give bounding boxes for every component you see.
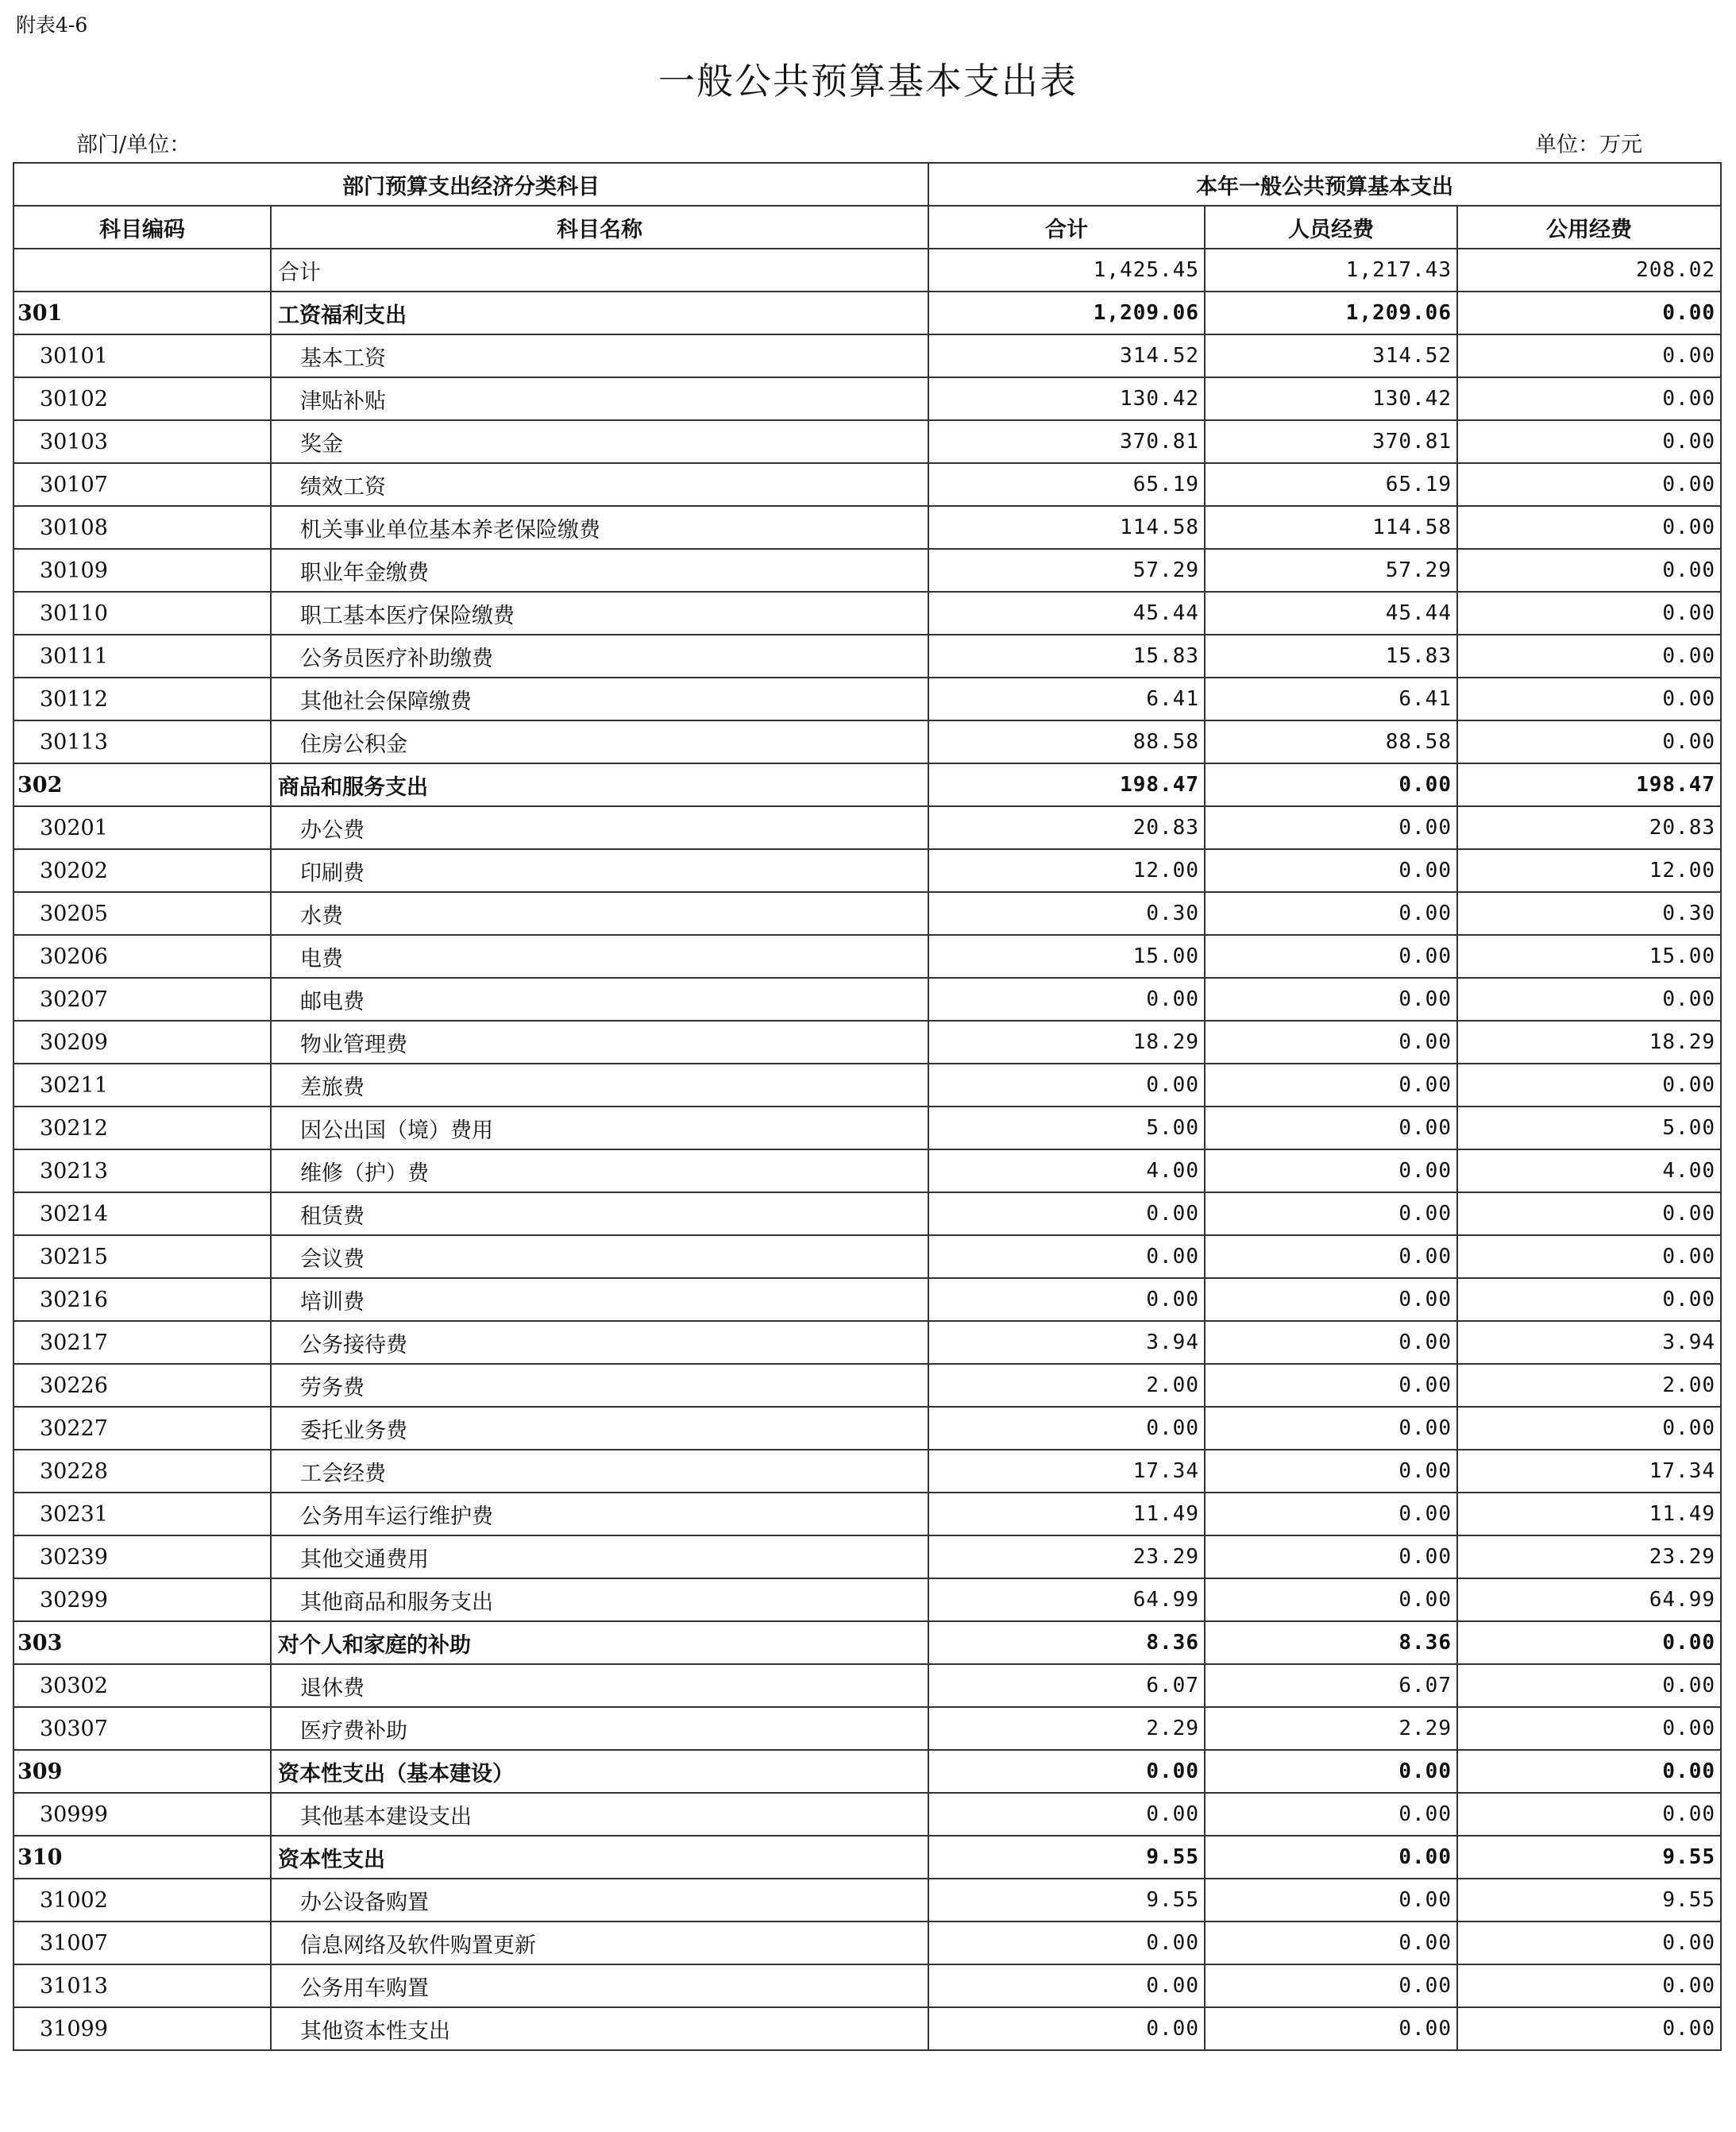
cell-public: 0.00	[1457, 635, 1721, 678]
cell-public: 0.00	[1457, 592, 1721, 635]
cell-code: 309	[14, 1750, 271, 1793]
cell-total: 0.00	[928, 1278, 1205, 1321]
cell-public: 18.29	[1457, 1021, 1721, 1064]
table-row	[14, 1879, 1721, 1922]
cell-total: 0.00	[928, 1964, 1205, 2007]
cell-total: 0.00	[928, 1922, 1205, 1964]
header-group-row	[14, 163, 1721, 206]
cell-name: 奖金	[271, 420, 928, 463]
cell-code: 30999	[14, 1793, 271, 1836]
cell-personnel: 0.00	[1205, 1964, 1457, 2007]
cell-total: 0.00	[928, 2007, 1205, 2050]
cell-personnel: 0.00	[1205, 1879, 1457, 1922]
cell-code: 30201	[14, 806, 271, 849]
cell-total: 1,209.06	[928, 292, 1205, 334]
total-row	[14, 249, 1721, 292]
cell-name: 工会经费	[271, 1450, 928, 1493]
cell-total: 130.42	[928, 377, 1205, 420]
table-row	[14, 635, 1721, 678]
cell-personnel: 0.00	[1205, 1321, 1457, 1364]
cell-personnel: 1,209.06	[1205, 292, 1457, 334]
cell-name: 住房公积金	[271, 720, 928, 763]
cell-code: 31007	[14, 1922, 271, 1964]
cell-code: 30109	[14, 549, 271, 592]
cell-personnel: 0.00	[1205, 1578, 1457, 1621]
section-row	[14, 1836, 1721, 1879]
cell-public: 0.00	[1457, 1621, 1721, 1664]
cell-code: 30213	[14, 1149, 271, 1192]
cell-name: 物业管理费	[271, 1021, 928, 1064]
cell-public: 0.00	[1457, 334, 1721, 377]
table-row	[14, 892, 1721, 935]
cell-personnel: 0.00	[1205, 2007, 1457, 2050]
cell-personnel: 65.19	[1205, 463, 1457, 506]
cell-total: 6.07	[928, 1664, 1205, 1707]
cell-public: 208.02	[1457, 249, 1721, 292]
cell-total: 6.41	[928, 678, 1205, 720]
cell-total: 9.55	[928, 1879, 1205, 1922]
cell-code: 30207	[14, 978, 271, 1021]
cell-public: 20.83	[1457, 806, 1721, 849]
cell-code: 30217	[14, 1321, 271, 1364]
cell-public: 4.00	[1457, 1149, 1721, 1192]
cell-name: 对个人和家庭的补助	[271, 1621, 928, 1664]
cell-name: 其他基本建设支出	[271, 1793, 928, 1836]
cell-total: 15.00	[928, 935, 1205, 978]
table-row	[14, 1235, 1721, 1278]
cell-public: 0.00	[1457, 978, 1721, 1021]
table-row	[14, 849, 1721, 892]
cell-code: 30211	[14, 1064, 271, 1107]
cell-personnel: 1,217.43	[1205, 249, 1457, 292]
cell-name: 商品和服务支出	[271, 763, 928, 806]
table-row	[14, 1493, 1721, 1535]
header-group-classification: 部门预算支出经济分类科目	[14, 163, 928, 206]
cell-total: 64.99	[928, 1578, 1205, 1621]
cell-code: 30214	[14, 1192, 271, 1235]
cell-personnel: 8.36	[1205, 1621, 1457, 1664]
cell-name: 邮电费	[271, 978, 928, 1021]
cell-public: 0.30	[1457, 892, 1721, 935]
cell-total: 114.58	[928, 506, 1205, 549]
cell-total: 57.29	[928, 549, 1205, 592]
table-row	[14, 1107, 1721, 1149]
table-row	[14, 463, 1721, 506]
cell-public: 0.00	[1457, 1192, 1721, 1235]
table-row	[14, 506, 1721, 549]
cell-personnel: 0.00	[1205, 1836, 1457, 1879]
cell-code: 30108	[14, 506, 271, 549]
cell-code: 30111	[14, 635, 271, 678]
cell-total: 1,425.45	[928, 249, 1205, 292]
cell-public: 0.00	[1457, 1793, 1721, 1836]
cell-code: 30216	[14, 1278, 271, 1321]
cell-public: 0.00	[1457, 2007, 1721, 2050]
cell-personnel: 6.41	[1205, 678, 1457, 720]
table-row	[14, 2007, 1721, 2050]
cell-name: 信息网络及软件购置更新	[271, 1922, 928, 1964]
cell-personnel: 0.00	[1205, 1064, 1457, 1107]
cell-total: 0.00	[928, 1064, 1205, 1107]
cell-name: 委托业务费	[271, 1407, 928, 1450]
cell-code: 30226	[14, 1364, 271, 1407]
cell-public: 12.00	[1457, 849, 1721, 892]
cell-public: 0.00	[1457, 463, 1721, 506]
cell-public: 64.99	[1457, 1578, 1721, 1621]
cell-public: 0.00	[1457, 1964, 1721, 2007]
cell-name: 印刷费	[271, 849, 928, 892]
cell-personnel: 0.00	[1205, 1535, 1457, 1578]
table-row	[14, 720, 1721, 763]
cell-name: 电费	[271, 935, 928, 978]
cell-name: 公务用车购置	[271, 1964, 928, 2007]
table-row	[14, 377, 1721, 420]
cell-personnel: 15.83	[1205, 635, 1457, 678]
cell-name: 会议费	[271, 1235, 928, 1278]
cell-code: 30239	[14, 1535, 271, 1578]
cell-personnel: 0.00	[1205, 1407, 1457, 1450]
header-column-row	[14, 206, 1721, 249]
page-title: 一般公共预算基本支出表	[658, 60, 1078, 102]
department-label: 部门/单位：	[76, 133, 191, 157]
cell-name: 工资福利支出	[271, 292, 928, 334]
cell-public: 0.00	[1457, 1707, 1721, 1750]
cell-code	[14, 249, 271, 292]
cell-name: 医疗费补助	[271, 1707, 928, 1750]
header-code: 科目编码	[14, 206, 271, 249]
cell-name: 培训费	[271, 1278, 928, 1321]
cell-public: 0.00	[1457, 1064, 1721, 1107]
cell-code: 31013	[14, 1964, 271, 2007]
cell-personnel: 0.00	[1205, 978, 1457, 1021]
header-group-expenditure: 本年一般公共预算基本支出	[928, 163, 1721, 206]
table-row	[14, 1964, 1721, 2007]
cell-name: 退休费	[271, 1664, 928, 1707]
cell-total: 11.49	[928, 1493, 1205, 1535]
cell-personnel: 2.29	[1205, 1707, 1457, 1750]
cell-public: 3.94	[1457, 1321, 1721, 1364]
cell-name: 维修（护）费	[271, 1149, 928, 1192]
table-row	[14, 978, 1721, 1021]
table-row	[14, 1578, 1721, 1621]
cell-name: 合计	[271, 249, 928, 292]
cell-personnel: 314.52	[1205, 334, 1457, 377]
cell-total: 8.36	[928, 1621, 1205, 1664]
cell-total: 5.00	[928, 1107, 1205, 1149]
table-row	[14, 1064, 1721, 1107]
cell-name: 因公出国（境）费用	[271, 1107, 928, 1149]
table-row	[14, 1149, 1721, 1192]
cell-personnel: 6.07	[1205, 1664, 1457, 1707]
cell-name: 机关事业单位基本养老保险缴费	[271, 506, 928, 549]
cell-name: 租赁费	[271, 1192, 928, 1235]
cell-total: 23.29	[928, 1535, 1205, 1578]
table-row	[14, 678, 1721, 720]
cell-personnel: 0.00	[1205, 892, 1457, 935]
cell-public: 9.55	[1457, 1836, 1721, 1879]
cell-personnel: 0.00	[1205, 1364, 1457, 1407]
cell-personnel: 0.00	[1205, 1922, 1457, 1964]
header-personnel: 人员经费	[1205, 206, 1457, 249]
cell-code: 310	[14, 1836, 271, 1879]
cell-personnel: 0.00	[1205, 1793, 1457, 1836]
cell-name: 职工基本医疗保险缴费	[271, 592, 928, 635]
cell-name: 基本工资	[271, 334, 928, 377]
cell-total: 17.34	[928, 1450, 1205, 1493]
cell-total: 0.00	[928, 1750, 1205, 1793]
cell-code: 30202	[14, 849, 271, 892]
table-row	[14, 1321, 1721, 1364]
cell-code: 303	[14, 1621, 271, 1664]
table-row	[14, 1664, 1721, 1707]
section-row	[14, 763, 1721, 806]
cell-personnel: 0.00	[1205, 1021, 1457, 1064]
cell-code: 31099	[14, 2007, 271, 2050]
cell-personnel: 0.00	[1205, 1149, 1457, 1192]
table-row	[14, 1192, 1721, 1235]
cell-name: 津贴补贴	[271, 377, 928, 420]
cell-public: 0.00	[1457, 720, 1721, 763]
cell-name: 办公设备购置	[271, 1879, 928, 1922]
cell-code: 30110	[14, 592, 271, 635]
cell-public: 15.00	[1457, 935, 1721, 978]
header-public: 公用经费	[1457, 206, 1721, 249]
cell-code: 31002	[14, 1879, 271, 1922]
cell-personnel: 0.00	[1205, 935, 1457, 978]
budget-table	[13, 162, 1722, 2051]
cell-public: 0.00	[1457, 292, 1721, 334]
table-row	[14, 592, 1721, 635]
cell-name: 公务接待费	[271, 1321, 928, 1364]
cell-public: 23.29	[1457, 1535, 1721, 1578]
cell-total: 198.47	[928, 763, 1205, 806]
cell-total: 0.00	[928, 978, 1205, 1021]
cell-code: 30102	[14, 377, 271, 420]
cell-total: 9.55	[928, 1836, 1205, 1879]
cell-total: 2.00	[928, 1364, 1205, 1407]
cell-code: 30215	[14, 1235, 271, 1278]
cell-public: 11.49	[1457, 1493, 1721, 1535]
table-row	[14, 1450, 1721, 1493]
cell-code: 30307	[14, 1707, 271, 1750]
table-body	[14, 249, 1721, 2050]
cell-personnel: 0.00	[1205, 1107, 1457, 1149]
cell-personnel: 0.00	[1205, 1750, 1457, 1793]
cell-public: 0.00	[1457, 506, 1721, 549]
cell-total: 0.00	[928, 1235, 1205, 1278]
table-row	[14, 1021, 1721, 1064]
cell-public: 0.00	[1457, 420, 1721, 463]
cell-total: 0.30	[928, 892, 1205, 935]
cell-public: 9.55	[1457, 1879, 1721, 1922]
cell-total: 65.19	[928, 463, 1205, 506]
cell-public: 0.00	[1457, 1922, 1721, 1964]
cell-code: 30101	[14, 334, 271, 377]
cell-total: 4.00	[928, 1149, 1205, 1192]
table-row	[14, 549, 1721, 592]
annex-label: 附表4-6	[16, 14, 88, 37]
cell-code: 30231	[14, 1493, 271, 1535]
cell-total: 314.52	[928, 334, 1205, 377]
cell-name: 资本性支出	[271, 1836, 928, 1879]
cell-public: 198.47	[1457, 763, 1721, 806]
cell-name: 劳务费	[271, 1364, 928, 1407]
cell-code: 30113	[14, 720, 271, 763]
cell-total: 2.29	[928, 1707, 1205, 1750]
cell-total: 0.00	[928, 1793, 1205, 1836]
table-row	[14, 1707, 1721, 1750]
section-row	[14, 292, 1721, 334]
table-row	[14, 1364, 1721, 1407]
header-name: 科目名称	[271, 206, 928, 249]
cell-total: 15.83	[928, 635, 1205, 678]
cell-code: 30107	[14, 463, 271, 506]
cell-name: 公务员医疗补助缴费	[271, 635, 928, 678]
cell-code: 30209	[14, 1021, 271, 1064]
cell-name: 其他交通费用	[271, 1535, 928, 1578]
cell-personnel: 0.00	[1205, 849, 1457, 892]
cell-total: 0.00	[928, 1192, 1205, 1235]
cell-public: 0.00	[1457, 377, 1721, 420]
cell-personnel: 0.00	[1205, 1450, 1457, 1493]
table-row	[14, 806, 1721, 849]
table-row	[14, 1535, 1721, 1578]
cell-public: 0.00	[1457, 1235, 1721, 1278]
table-row	[14, 420, 1721, 463]
cell-code: 301	[14, 292, 271, 334]
cell-code: 30212	[14, 1107, 271, 1149]
cell-personnel: 0.00	[1205, 1192, 1457, 1235]
cell-name: 差旅费	[271, 1064, 928, 1107]
cell-name: 职业年金缴费	[271, 549, 928, 592]
cell-personnel: 0.00	[1205, 1278, 1457, 1321]
cell-code: 302	[14, 763, 271, 806]
cell-code: 30302	[14, 1664, 271, 1707]
cell-name: 其他社会保障缴费	[271, 678, 928, 720]
cell-personnel: 370.81	[1205, 420, 1457, 463]
cell-code: 30112	[14, 678, 271, 720]
section-row	[14, 1621, 1721, 1664]
cell-public: 0.00	[1457, 549, 1721, 592]
cell-code: 30103	[14, 420, 271, 463]
table-row	[14, 935, 1721, 978]
cell-personnel: 114.58	[1205, 506, 1457, 549]
cell-name: 水费	[271, 892, 928, 935]
cell-total: 88.58	[928, 720, 1205, 763]
table-row	[14, 1407, 1721, 1450]
cell-total: 370.81	[928, 420, 1205, 463]
cell-public: 0.00	[1457, 678, 1721, 720]
cell-public: 0.00	[1457, 1664, 1721, 1707]
unit-label: 单位：万元	[1535, 133, 1642, 157]
cell-name: 其他资本性支出	[271, 2007, 928, 2050]
cell-name: 办公费	[271, 806, 928, 849]
table-row	[14, 1922, 1721, 1964]
cell-total: 3.94	[928, 1321, 1205, 1364]
cell-name: 资本性支出（基本建设）	[271, 1750, 928, 1793]
cell-code: 30205	[14, 892, 271, 935]
table-row	[14, 1793, 1721, 1836]
cell-name: 绩效工资	[271, 463, 928, 506]
cell-personnel: 45.44	[1205, 592, 1457, 635]
cell-total: 12.00	[928, 849, 1205, 892]
cell-personnel: 0.00	[1205, 763, 1457, 806]
cell-public: 17.34	[1457, 1450, 1721, 1493]
table-row	[14, 1278, 1721, 1321]
cell-personnel: 0.00	[1205, 1235, 1457, 1278]
cell-personnel: 88.58	[1205, 720, 1457, 763]
cell-personnel: 0.00	[1205, 806, 1457, 849]
cell-name: 公务用车运行维护费	[271, 1493, 928, 1535]
cell-total: 45.44	[928, 592, 1205, 635]
cell-total: 20.83	[928, 806, 1205, 849]
cell-total: 18.29	[928, 1021, 1205, 1064]
header-total: 合计	[928, 206, 1205, 249]
cell-code: 30228	[14, 1450, 271, 1493]
cell-public: 0.00	[1457, 1750, 1721, 1793]
cell-public: 0.00	[1457, 1278, 1721, 1321]
cell-code: 30299	[14, 1578, 271, 1621]
section-row	[14, 1750, 1721, 1793]
cell-code: 30206	[14, 935, 271, 978]
cell-personnel: 57.29	[1205, 549, 1457, 592]
cell-public: 2.00	[1457, 1364, 1721, 1407]
cell-total: 0.00	[928, 1407, 1205, 1450]
cell-public: 0.00	[1457, 1407, 1721, 1450]
cell-personnel: 0.00	[1205, 1493, 1457, 1535]
cell-public: 5.00	[1457, 1107, 1721, 1149]
cell-name: 其他商品和服务支出	[271, 1578, 928, 1621]
cell-personnel: 130.42	[1205, 377, 1457, 420]
cell-code: 30227	[14, 1407, 271, 1450]
table-row	[14, 334, 1721, 377]
